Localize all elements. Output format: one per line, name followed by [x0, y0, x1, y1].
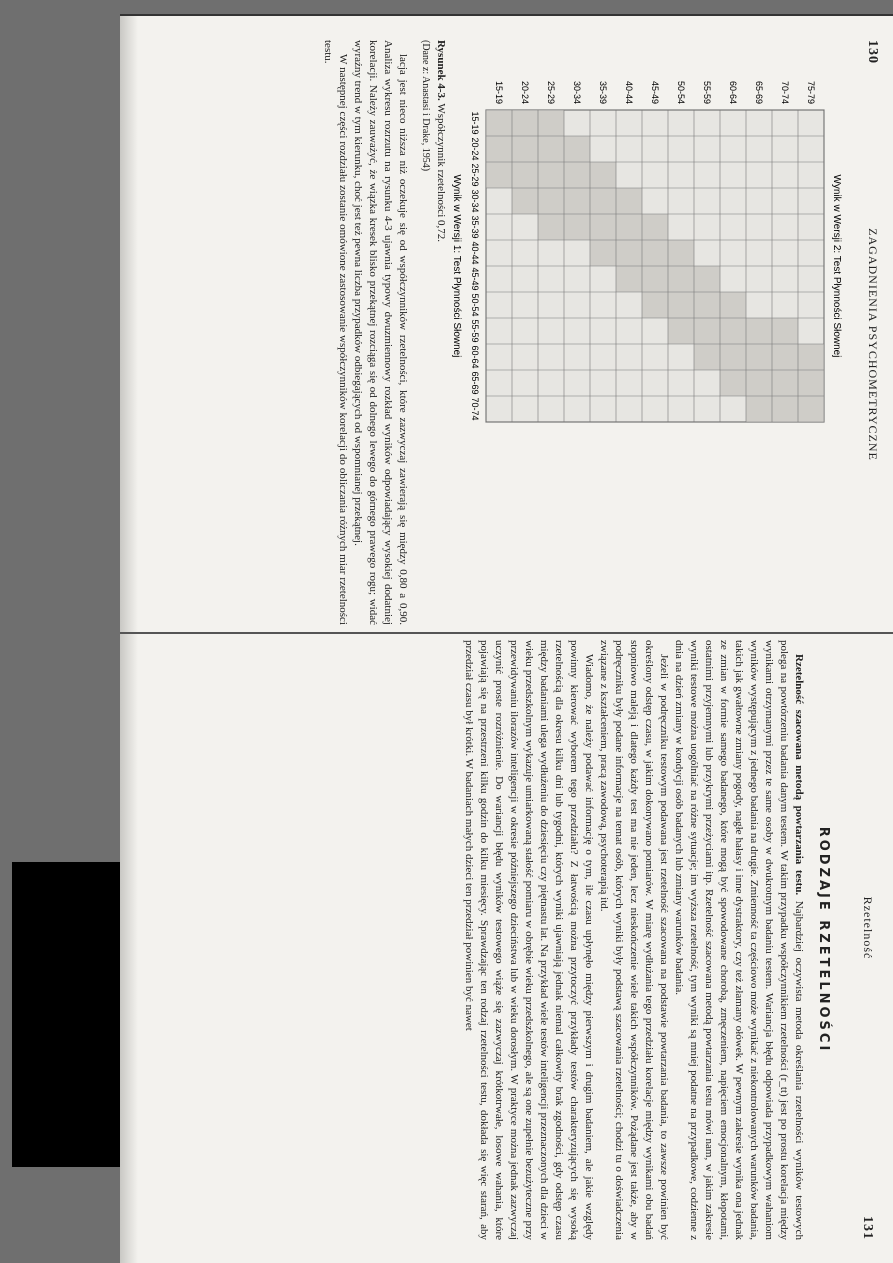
diagonal-cell — [772, 370, 798, 396]
diagonal-cell — [564, 162, 590, 188]
y-tick-label: 50-54 — [676, 80, 686, 104]
diagonal-cell — [642, 292, 668, 318]
diagonal-cell — [538, 162, 564, 188]
scanner-black-region — [12, 862, 120, 1167]
diagonal-cell — [642, 266, 668, 292]
paragraph-text: Najbardziej oczywista metoda określania rzetelności wyników testowych polega na powtórzeniu badania danym testem. W takim przypadku współczynnikiem rzetelności (r_tt) jest po prostu korelacja między wynikami otrzymanymi przez te same osoby w dwukrotnym badaniu testem. Wariancja błędu odpowiada przypadkowym wahaniom wyników występującym z jednego badania na drugie. Zmienność ta częściowo może wynikać z niekontrolowanych warunków badania, takich jak gwałtowne zmiany pogody, nagłe hałasy i inne dystraktory, czy też złamany ołówek. W pewnym zakresie wynika ona jednak ze zmian w formie samego badanego, które mogą być spowodowane chorobą, zmęczeniem, napięciem emocjonalnym, kłopotami, ostatnimi przyjemnymi lub przykrymi przeżyciami itp. Rzetelność szacowana metodą powtarzania testu mówi nam, w jakim zakresie wyniki testowe można uogólniać na różne sytuacje; im wyższa rzetelność, tym wyniki są mniej podatne na przypadkowe, codzienne z dnia na dzień zmiany w kondycji osób badanych lub zmiany warunków badania. — [673, 640, 805, 1241]
diagonal-cell — [616, 214, 642, 240]
diagonal-cell — [720, 344, 746, 370]
diagonal-cell — [616, 188, 642, 214]
scatter-figure — [451, 40, 854, 460]
diagonal-cell — [512, 162, 538, 188]
page-number-left: 130 — [865, 40, 880, 64]
diagonal-cell — [694, 344, 720, 370]
diagonal-cell — [694, 292, 720, 318]
paragraph: lacja jest nieco niższa niż oczekuje się od współczynników rzetelności, które zazwyczaj zawierają się między 0,80 a 0,90. Analiza wykresu rozrzutu na rysunku 4-3 ujawnia typowy dwuzmiennowy rozkład wyników odpowiadający wysokiej dodatniej korelacji. Należy zauważyć, że wiązka kresek blisko przekątnej rozciąga się od dolnego lewego do górnego prawego rogu; widać wyraźny trend w tym kierunku, choć jest też pewna liczba przypadków odbiegających od wspomnianej przekątnej. — [352, 40, 409, 625]
y-tick-label: 60-64 — [728, 80, 738, 104]
page-divider — [120, 632, 893, 634]
paragraph: Wiadomo, że należy podawać informację o tym, ile czasu upłynęło między pierwszym i drugim badaniem, ale jakie względy powinny kierować wyborem tego przedziału? Z łatwością można przytoczyć przykłady testów charakteryzujących się wysoką rzetelnością dla okresu kilku dni lub tygodni, których wyniki ujawniają jednak niemal całkowity brak zgodności, gdy odstęp czasu między badaniami ulega wydłużeniu do dziesięciu czy piętnastu lat. Na przykład wiele testów inteligencji przeznaczonych dla dzieci w wieku przedszkolnym wykazuje umiarkowaną stałość pomiaru w obrębie wieku przedszkolnego, ale są one zupełnie bezużyteczne przy przewidywaniu ilorazów inteligencji w okresie późniejszego dzieciństwa lub w wieku dorosłym. W praktyce można jednak zazwyczaj uczynić proste rozróżnienie. Do wariancji błędu wyników testowego wiąże się zazwyczaj krótkotrwałe, losowe wahania, które pojawiają się na przestrzeni kilku godzin do kilku miesięcy. Sprawdzając ten rodzaj rzetelności testu, dokłada się więc starań, aby przedział czasu był krótki. W badaniach małych dzieci ten przedział powinien być nawet — [463, 640, 595, 1240]
diagonal-cell — [538, 110, 564, 136]
x-tick-label: 45-49 — [470, 267, 480, 291]
diagonal-cell — [642, 240, 668, 266]
y-tick-label: 30-34 — [572, 80, 582, 104]
x-tick-label: 50-54 — [470, 293, 480, 317]
figure-caption — [435, 40, 447, 625]
x-tick-label: 60-64 — [470, 345, 480, 369]
diagonal-cell — [590, 240, 616, 266]
figure-label: Rysunek 4-3. — [435, 40, 447, 101]
left-page — [160, 40, 880, 625]
y-tick-label: 35-39 — [598, 80, 608, 104]
diagonal-cell — [486, 162, 512, 188]
diagonal-cell — [564, 214, 590, 240]
diagonal-cell — [798, 344, 824, 370]
diagonal-cell — [694, 318, 720, 344]
x-tick-label: 15-19 — [470, 111, 480, 135]
y-tick-label: 40-44 — [624, 80, 634, 104]
x-tick-label: 55-59 — [470, 319, 480, 343]
paragraph: Jeżeli w podręczniku testowym podawana jest rzetelność szacowana na podstawie powtarzania badania, to zawsze powinien być określony odstęp czasu, w jakim dokonywano pomiarów. W miarę wydłużania tego przedziału korelacje między wynikami obu badań stopniowo maleją i dlatego każdy test ma nie jeden, lecz nieskończenie wiele takich współczynników. Pożądane jest także, aby w podręczniku były podane informacje na temat osób, których wyniki były podstawą szacowania rzetelności; chodzi tu o doświadczenia związane z kształceniem, pracą zawodową, psychoterapią itd. — [598, 640, 670, 1240]
y-tick-label: 45-49 — [650, 80, 660, 104]
diagonal-cell — [590, 162, 616, 188]
paragraph — [671, 640, 806, 1240]
diagonal-cell — [720, 370, 746, 396]
diagonal-cell — [772, 396, 798, 422]
diagonal-cell — [798, 396, 824, 422]
diagonal-cell — [668, 292, 694, 318]
diagonal-cell — [564, 188, 590, 214]
y-tick-label: 25-29 — [546, 80, 556, 104]
x-tick-label: 70-74 — [470, 397, 480, 421]
y-axis-title: Wynik w Wersji 2: Test Płynności Słownej — [831, 174, 842, 358]
page-number-right: 131 — [860, 1216, 875, 1240]
diagonal-cell — [486, 110, 512, 136]
y-tick-label: 15-19 — [494, 80, 504, 104]
right-page-region — [175, 640, 875, 1240]
y-tick-label: 65-69 — [754, 80, 764, 104]
diagonal-cell — [616, 266, 642, 292]
running-head-right — [859, 640, 875, 1240]
diagonal-cell — [642, 214, 668, 240]
diagonal-cell — [720, 318, 746, 344]
figure-source: (Dane z: Anastasi i Drake, 1954) — [420, 40, 431, 172]
running-head-left — [864, 40, 880, 625]
figure-caption-text: Współczynnik rzetelności 0,72. — [435, 103, 447, 242]
right-page — [175, 640, 875, 1240]
diagonal-cell — [538, 136, 564, 162]
x-axis-title: Wynik w Wersji 1: Test Płynności Słownej — [451, 174, 462, 358]
diagonal-cell — [512, 188, 538, 214]
diagonal-cell — [590, 188, 616, 214]
diagonal-cell — [668, 318, 694, 344]
y-tick-label: 20-24 — [520, 80, 530, 104]
diagonal-cell — [746, 370, 772, 396]
paper-top-edge — [120, 14, 893, 16]
diagonal-cell — [538, 214, 564, 240]
x-tick-label: 35-39 — [470, 215, 480, 239]
left-body-text — [320, 40, 410, 625]
paragraph: W następnej części rozdziału zostanie omówione zastosowanie współczynników korelacji do obliczania różnych miar rzetelności testu. — [322, 40, 349, 625]
y-tick-label: 70-74 — [780, 80, 790, 104]
scatter-svg — [451, 40, 854, 460]
diagonal-cell — [694, 266, 720, 292]
diagonal-cell — [616, 240, 642, 266]
diagonal-cell — [798, 370, 824, 396]
x-tick-label: 65-69 — [470, 371, 480, 395]
y-tick-label: 75-79 — [806, 80, 816, 104]
y-tick-label: 55-59 — [702, 80, 712, 104]
diagonal-cell — [512, 136, 538, 162]
x-tick-label: 30-34 — [470, 189, 480, 213]
diagonal-cell — [720, 292, 746, 318]
x-tick-label: 20-24 — [470, 137, 480, 161]
diagonal-cell — [772, 318, 798, 344]
diagonal-cell — [746, 318, 772, 344]
lead-heading: Rzetelność szacowana metodą powtarzania testu. — [793, 654, 805, 896]
x-tick-label: 25-29 — [470, 163, 480, 187]
diagonal-cell — [668, 266, 694, 292]
diagonal-cell — [746, 396, 772, 422]
diagonal-cell — [512, 110, 538, 136]
diagonal-cell — [590, 214, 616, 240]
right-body-text — [461, 640, 806, 1240]
running-head-title-left: ZAGADNIENIA PSYCHOMETRYCZNE — [866, 228, 880, 461]
diagonal-cell — [746, 344, 772, 370]
diagonal-cell — [486, 136, 512, 162]
binding-shadow — [120, 14, 138, 1263]
running-head-title-right: Rzetelność — [861, 896, 875, 960]
diagonal-cell — [564, 136, 590, 162]
diagonal-cell — [538, 188, 564, 214]
section-title: RODZAJE RZETELNOŚCI — [816, 826, 831, 1054]
x-tick-label: 40-44 — [470, 241, 480, 265]
left-page-region — [160, 40, 880, 625]
diagonal-cell — [668, 240, 694, 266]
diagonal-cell — [772, 344, 798, 370]
